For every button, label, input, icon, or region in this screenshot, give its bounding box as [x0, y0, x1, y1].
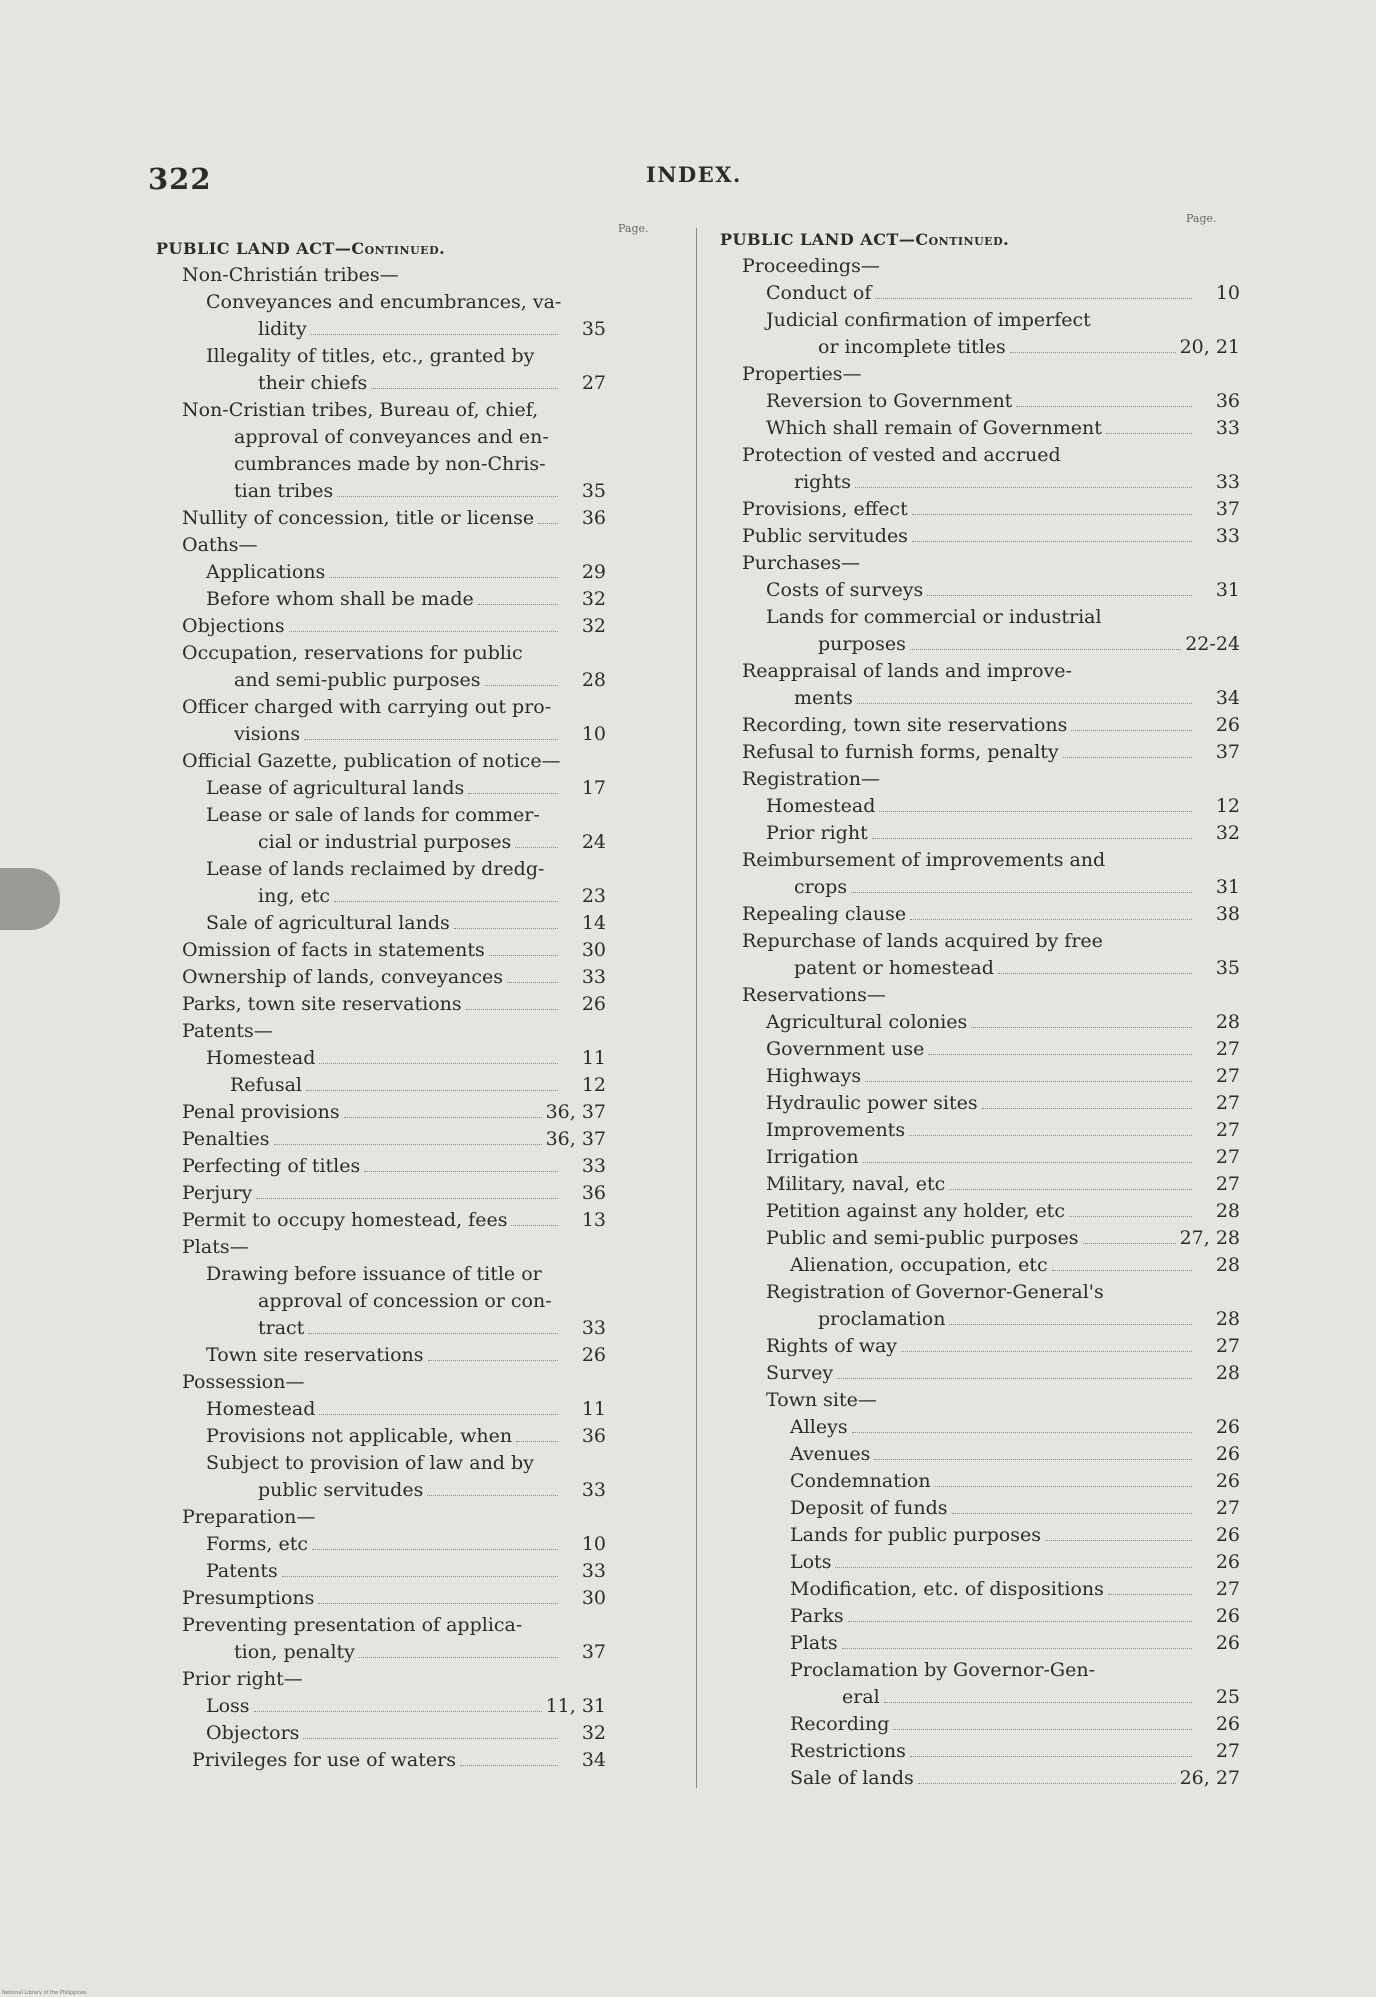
- index-entry: Lands for commercial or industrial purposes 22-24: [720, 604, 1240, 658]
- page-ref: 27: [1215, 1119, 1240, 1141]
- section-heading: PUBLIC LAND ACT—Continued.: [720, 230, 1010, 249]
- page-column-caption-right: Page.: [1186, 212, 1217, 225]
- page-ref: 27: [1215, 1497, 1240, 1519]
- page-ref: 28: [581, 669, 606, 691]
- page-ref: 10: [581, 1533, 606, 1555]
- page-ref: 11: [581, 1398, 606, 1420]
- page-ref: 37: [581, 1641, 606, 1663]
- index-entry: Reappraisal of lands and improve- ments 34: [720, 658, 1240, 712]
- index-entry: Repealing clause 38: [720, 901, 1240, 928]
- page-ref: 27: [1215, 1092, 1240, 1114]
- index-entry: Agricultural colonies 28: [720, 1009, 1240, 1036]
- page-ref: 36: [581, 1425, 606, 1447]
- index-entry: Properties—: [742, 363, 862, 385]
- page-ref: 27: [1215, 1578, 1240, 1600]
- page-ref: 14: [581, 912, 606, 934]
- index-entry: Lease of lands reclaimed by dredg- ing, etc 23: [156, 856, 606, 910]
- index-entry: Registration of Governor-General's proclamation 28: [720, 1279, 1240, 1333]
- column-divider: [696, 228, 697, 1788]
- page-ref: 20, 21: [1179, 336, 1240, 358]
- index-entry: Refusal 12: [156, 1072, 606, 1099]
- index-entry: Conduct of 10: [720, 280, 1240, 307]
- index-entry: Non-Christián tribes—: [182, 264, 399, 286]
- page-ref: 32: [581, 615, 606, 637]
- index-entry: Penalties 36, 37: [156, 1126, 606, 1153]
- index-entry: Perfecting of titles 33: [156, 1153, 606, 1180]
- page-ref: 27, 28: [1179, 1227, 1240, 1249]
- index-entry: Avenues 26: [720, 1441, 1240, 1468]
- page-ref: 10: [581, 723, 606, 745]
- page-ref: 33: [1215, 525, 1240, 547]
- page-ref: 36: [1215, 390, 1240, 412]
- page-ref: 17: [581, 777, 606, 799]
- index-entry: Parks 26: [720, 1603, 1240, 1630]
- page-ref: 33: [581, 966, 606, 988]
- page-ref: 28: [1215, 1200, 1240, 1222]
- page-column-caption-left: Page.: [618, 222, 649, 235]
- index-entry: Provisions, effect 37: [720, 496, 1240, 523]
- index-entry: Sale of lands 26, 27: [720, 1765, 1240, 1792]
- index-entry: Lease or sale of lands for commer- cial or industrial purposes 24: [156, 802, 606, 856]
- page-ref: 35: [581, 318, 606, 340]
- index-entry: Proceedings—: [742, 255, 880, 277]
- page-ref: 32: [1215, 822, 1240, 844]
- index-entry: Reimbursement of improvements and crops 31: [720, 847, 1240, 901]
- index-entry: Registration—: [742, 768, 880, 790]
- index-entry: Drawing before issuance of title or approval of concession or con- tract 33: [156, 1261, 606, 1342]
- scan-thumb-shadow: [0, 868, 60, 930]
- page-ref: 28: [1215, 1308, 1240, 1330]
- page-ref: 12: [1215, 795, 1240, 817]
- index-entry: Preventing presentation of applica- tion, penalty 37: [156, 1612, 606, 1666]
- page-number: 322: [148, 162, 212, 196]
- index-entry: Judicial confirmation of imperfect or incomplete titles 20, 21: [720, 307, 1240, 361]
- index-entry: Permit to occupy homestead, fees 13: [156, 1207, 606, 1234]
- page-ref: 32: [581, 1722, 606, 1744]
- index-entry: Homestead 12: [720, 793, 1240, 820]
- index-entry: Highways 27: [720, 1063, 1240, 1090]
- page-ref: 24: [581, 831, 606, 853]
- index-entry: Forms, etc 10: [156, 1531, 606, 1558]
- page-ref: 26: [1215, 1632, 1240, 1654]
- index-entry: Objectors 32: [156, 1720, 606, 1747]
- index-entry: Recording 26: [720, 1711, 1240, 1738]
- index-entry: Oaths—: [182, 534, 258, 556]
- index-entry: Sale of agricultural lands 14: [156, 910, 606, 937]
- index-entry: Objections 32: [156, 613, 606, 640]
- page-ref: 26, 27: [1179, 1767, 1240, 1789]
- index-entry: Omission of facts in statements 30: [156, 937, 606, 964]
- index-entry: Prior right 32: [720, 820, 1240, 847]
- page-ref: 35: [1215, 957, 1240, 979]
- page-ref: 28: [1215, 1011, 1240, 1033]
- index-entry: Purchases—: [742, 552, 861, 574]
- page-ref: 26: [581, 1344, 606, 1366]
- index-entry: Non-Cristian tribes, Bureau of, chief, approval of conveyances and en- cumbrances made by non-Chris- tian tribes 35: [156, 397, 606, 505]
- index-entry: Subject to provision of law and by public servitudes 33: [156, 1450, 606, 1504]
- index-entry: Alleys 26: [720, 1414, 1240, 1441]
- section-heading: PUBLIC LAND ACT—Continued.: [156, 239, 446, 258]
- page-ref: 34: [581, 1749, 606, 1771]
- page-ref: 26: [1215, 1605, 1240, 1627]
- page-ref: 33: [581, 1560, 606, 1582]
- index-entry: Homestead 11: [156, 1396, 606, 1423]
- index-entry: Patents—: [182, 1020, 273, 1042]
- page-ref: 27: [1215, 1038, 1240, 1060]
- page-ref: 36, 37: [545, 1128, 606, 1150]
- page-ref: 27: [1215, 1173, 1240, 1195]
- page-ref: 33: [1215, 471, 1240, 493]
- index-entry: Prior right—: [182, 1668, 303, 1690]
- page-ref: 36, 37: [545, 1101, 606, 1123]
- page-ref: 38: [1215, 903, 1240, 925]
- index-entry: Public and semi-public purposes 27, 28: [720, 1225, 1240, 1252]
- index-entry: Hydraulic power sites 27: [720, 1090, 1240, 1117]
- page-ref: 35: [581, 480, 606, 502]
- page-ref: 27: [1215, 1065, 1240, 1087]
- index-entry: Official Gazette, publication of notice—: [182, 750, 561, 772]
- index-entry: Modification, etc. of dispositions 27: [720, 1576, 1240, 1603]
- index-entry: Provisions not applicable, when 36: [156, 1423, 606, 1450]
- scan-footer: National Library of the Philippines: [2, 1990, 87, 1996]
- index-entry: Nullity of concession, title or license 36: [156, 505, 606, 532]
- index-entry: Public servitudes 33: [720, 523, 1240, 550]
- index-entry: Deposit of funds 27: [720, 1495, 1240, 1522]
- index-entry: Irrigation 27: [720, 1144, 1240, 1171]
- index-entry: Plats 26: [720, 1630, 1240, 1657]
- index-entry: Survey 28: [720, 1360, 1240, 1387]
- page-ref: 37: [1215, 498, 1240, 520]
- index-entry: Officer charged with carrying out pro- visions 10: [156, 694, 606, 748]
- page-ref: 28: [1215, 1362, 1240, 1384]
- index-entry: Town site reservations 26: [156, 1342, 606, 1369]
- index-entry: Lease of agricultural lands 17: [156, 775, 606, 802]
- page-ref: 31: [1215, 876, 1240, 898]
- index-entry: Presumptions 30: [156, 1585, 606, 1612]
- running-title: INDEX.: [646, 162, 742, 187]
- page-ref: 27: [1215, 1740, 1240, 1762]
- index-entry: Town site—: [766, 1389, 877, 1411]
- index-entry: Protection of vested and accrued rights 33: [720, 442, 1240, 496]
- page-ref: 33: [581, 1317, 606, 1339]
- page-ref: 28: [1215, 1254, 1240, 1276]
- index-entry: Recording, town site reservations 26: [720, 712, 1240, 739]
- page-ref: 26: [581, 993, 606, 1015]
- page-ref: 34: [1215, 687, 1240, 709]
- page-ref: 27: [1215, 1335, 1240, 1357]
- page-ref: 23: [581, 885, 606, 907]
- page-ref: 13: [581, 1209, 606, 1231]
- index-entry: Rights of way 27: [720, 1333, 1240, 1360]
- page-ref: 37: [1215, 741, 1240, 763]
- left-column: [156, 235, 606, 1774]
- index-entry: Repurchase of lands acquired by free patent or homestead 35: [720, 928, 1240, 982]
- page-ref: 31: [1215, 579, 1240, 601]
- index-entry: Lots 26: [720, 1549, 1240, 1576]
- index-entry: Privileges for use of waters 34: [156, 1747, 606, 1774]
- page-ref: 32: [581, 588, 606, 610]
- page-ref: 11, 31: [545, 1695, 606, 1717]
- index-entry: Loss 11, 31: [156, 1693, 606, 1720]
- index-entry: Refusal to furnish forms, penalty 37: [720, 739, 1240, 766]
- index-entry: Government use 27: [720, 1036, 1240, 1063]
- index-entry: Conveyances and encumbrances, va- lidity 35: [156, 289, 606, 343]
- index-entry: Occupation, reservations for public and semi-public purposes 28: [156, 640, 606, 694]
- page-ref: 33: [581, 1479, 606, 1501]
- page-ref: 12: [581, 1074, 606, 1096]
- page-ref: 25: [1215, 1686, 1240, 1708]
- index-entry: Proclamation by Governor-Gen- eral 25: [720, 1657, 1240, 1711]
- index-entry: Reservations—: [742, 984, 886, 1006]
- page-ref: 27: [1215, 1146, 1240, 1168]
- page-ref: 36: [581, 1182, 606, 1204]
- index-entry: Plats—: [182, 1236, 249, 1258]
- page-ref: 30: [581, 939, 606, 961]
- page-ref: 29: [581, 561, 606, 583]
- page-ref: 26: [1215, 1470, 1240, 1492]
- index-entry: Possession—: [182, 1371, 305, 1393]
- page-ref: 26: [1215, 714, 1240, 736]
- page-ref: 36: [581, 507, 606, 529]
- index-entry: Homestead 11: [156, 1045, 606, 1072]
- page-ref: 26: [1215, 1416, 1240, 1438]
- index-entry: Illegality of titles, etc., granted by their chiefs 27: [156, 343, 606, 397]
- page-ref: 27: [581, 372, 606, 394]
- page-ref: 30: [581, 1587, 606, 1609]
- page-ref: 33: [1215, 417, 1240, 439]
- page-ref: 26: [1215, 1551, 1240, 1573]
- index-entry: Improvements 27: [720, 1117, 1240, 1144]
- right-column: [720, 226, 1240, 1792]
- page-ref: 22-24: [1185, 633, 1240, 655]
- index-entry: Military, naval, etc 27: [720, 1171, 1240, 1198]
- index-entry: Patents 33: [156, 1558, 606, 1585]
- index-entry: Restrictions 27: [720, 1738, 1240, 1765]
- index-entry: Before whom shall be made 32: [156, 586, 606, 613]
- index-entry: Preparation—: [182, 1506, 316, 1528]
- index-entry: Lands for public purposes 26: [720, 1522, 1240, 1549]
- index-entry: Parks, town site reservations 26: [156, 991, 606, 1018]
- page-ref: 10: [1215, 282, 1240, 304]
- page-ref: 26: [1215, 1713, 1240, 1735]
- index-entry: Perjury 36: [156, 1180, 606, 1207]
- page-ref: 11: [581, 1047, 606, 1069]
- page-ref: 26: [1215, 1443, 1240, 1465]
- index-entry: Costs of surveys 31: [720, 577, 1240, 604]
- index-entry: Condemnation 26: [720, 1468, 1240, 1495]
- index-entry: Penal provisions 36, 37: [156, 1099, 606, 1126]
- index-entry: Petition against any holder, etc 28: [720, 1198, 1240, 1225]
- index-entry: Which shall remain of Government 33: [720, 415, 1240, 442]
- index-entry: Ownership of lands, conveyances 33: [156, 964, 606, 991]
- page-ref: 26: [1215, 1524, 1240, 1546]
- page-ref: 33: [581, 1155, 606, 1177]
- index-entry: Alienation, occupation, etc 28: [720, 1252, 1240, 1279]
- index-entry: Applications 29: [156, 559, 606, 586]
- index-entry: Reversion to Government 36: [720, 388, 1240, 415]
